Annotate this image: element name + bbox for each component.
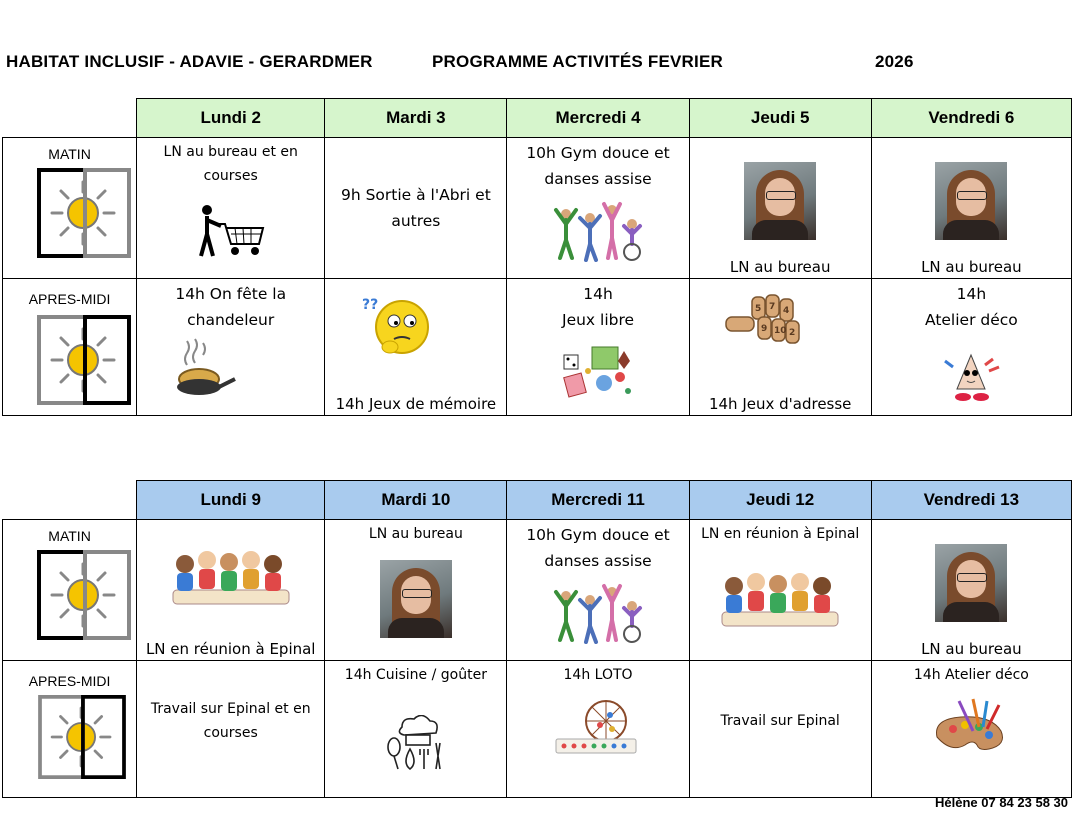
- day-header: Mardi 3: [325, 99, 507, 138]
- day-header: Jeudi 12: [689, 481, 871, 520]
- svg-text:10: 10: [774, 326, 787, 336]
- day-header: Vendredi 6: [871, 99, 1071, 138]
- matin-label: MATIN: [48, 146, 91, 162]
- week1-table: [2, 98, 1072, 416]
- sun-morning-icon: [37, 168, 131, 258]
- paint-palette-icon: [929, 697, 1009, 759]
- apres-label: APRES-MIDI: [28, 673, 111, 689]
- activity-text: LN au bureau: [368, 526, 463, 542]
- activity-text: 14h: [583, 285, 613, 303]
- matin-label: MATIN: [48, 528, 91, 544]
- activity-cell: [137, 138, 325, 279]
- day-header: Mercredi 4: [507, 99, 689, 138]
- contact-footer: Hélène 07 84 23 58 30: [935, 795, 1068, 810]
- activity-cell: [137, 661, 325, 798]
- shopping-cart-icon: [197, 204, 265, 258]
- sun-afternoon-icon: [37, 315, 131, 405]
- activity-cell: [325, 279, 507, 416]
- activity-text: LN en réunion à Epinal: [701, 526, 860, 542]
- day-header: Lundi 9: [137, 481, 325, 520]
- activity-cell: [871, 661, 1071, 798]
- board-games-icon: [558, 341, 638, 401]
- activity-text: Travail sur Epinal: [720, 713, 840, 729]
- svg-text:5: 5: [755, 304, 762, 314]
- meeting-people-icon: [718, 568, 842, 630]
- activity-text: 14h Jeux d'adresse: [708, 395, 852, 413]
- day-header: Mardi 10: [325, 481, 507, 520]
- activity-subtext: Jeux libre: [562, 311, 635, 329]
- activity-text: LN au bureau: [729, 258, 831, 276]
- apres-label-cell: [3, 661, 137, 798]
- week2-table: [2, 480, 1072, 798]
- activity-cell: [507, 520, 689, 661]
- activity-text: 14h Cuisine / goûter: [344, 667, 487, 683]
- apres-label: APRES-MIDI: [28, 291, 111, 307]
- svg-text:??: ??: [361, 297, 379, 313]
- person-photo: [380, 560, 452, 638]
- person-photo: [935, 544, 1007, 622]
- dancing-people-icon: [552, 200, 644, 262]
- svg-text:9: 9: [761, 324, 768, 334]
- activity-text: LN au bureau: [921, 640, 1022, 658]
- activity-text: 10h Gym douce et danses assise: [526, 526, 670, 570]
- activity-text: LN au bureau et en courses: [163, 144, 298, 184]
- activity-cell: [689, 138, 871, 279]
- activity-cell: [689, 661, 871, 798]
- activity-text: 14h: [956, 285, 987, 303]
- svg-text:2: 2: [789, 328, 796, 338]
- activity-subtext: Atelier déco: [924, 311, 1018, 329]
- activity-cell: [689, 279, 871, 416]
- activity-cell: [507, 661, 689, 798]
- day-header: Lundi 2: [137, 99, 325, 138]
- person-photo: [744, 162, 816, 240]
- meeting-people-icon: [169, 546, 293, 608]
- molkky-pins-icon: [724, 291, 804, 347]
- activity-text: Travail sur Epinal et en courses: [150, 701, 311, 741]
- chef-tools-icon: [380, 715, 452, 771]
- matin-label-cell: [3, 138, 137, 279]
- activity-cell: [325, 520, 507, 661]
- thinking-face-icon: [360, 293, 432, 357]
- activity-text: LN en réunion à Epinal: [145, 640, 316, 658]
- program-title: PROGRAMME ACTIVITÉS FEVRIER: [432, 52, 723, 71]
- activity-cell: [871, 138, 1071, 279]
- sun-morning-icon: [37, 550, 131, 640]
- day-header: Mercredi 11: [507, 481, 689, 520]
- dancing-people-icon: [552, 582, 644, 644]
- activity-cell: [507, 279, 689, 416]
- activity-text: 9h Sortie à l'Abri et autres: [340, 186, 491, 230]
- year: 2026: [875, 52, 914, 71]
- person-photo: [935, 162, 1007, 240]
- activity-text: 14h Atelier déco: [913, 667, 1029, 683]
- svg-text:4: 4: [783, 306, 790, 316]
- activity-text: 10h Gym douce et danses assise: [526, 144, 670, 188]
- day-header: Jeudi 5: [689, 99, 871, 138]
- day-header: Vendredi 13: [871, 481, 1071, 520]
- activity-cell: [507, 138, 689, 279]
- matin-label-cell: [3, 520, 137, 661]
- activity-text: 14h On fête la chandeleur: [175, 285, 287, 329]
- activity-cell: [137, 520, 325, 661]
- activity-cell: [871, 279, 1071, 416]
- activity-text: LN au bureau: [921, 258, 1022, 276]
- lotto-cage-icon: [550, 695, 646, 759]
- activity-cell: [689, 520, 871, 661]
- activity-text: 14h Jeux de mémoire: [335, 395, 497, 413]
- apres-label-cell: [3, 279, 137, 416]
- activity-cell: [137, 279, 325, 416]
- activity-text: 14h LOTO: [563, 667, 633, 683]
- crepe-pan-icon: [173, 337, 237, 401]
- activity-cell: [871, 520, 1071, 661]
- activity-cell: [325, 138, 507, 279]
- org-title: HABITAT INCLUSIF - ADAVIE - GERARDMER: [6, 52, 373, 71]
- svg-text:7: 7: [769, 302, 776, 312]
- activity-cell: [325, 661, 507, 798]
- sun-afternoon-icon: [37, 695, 127, 779]
- craft-figure-icon: [937, 345, 1003, 405]
